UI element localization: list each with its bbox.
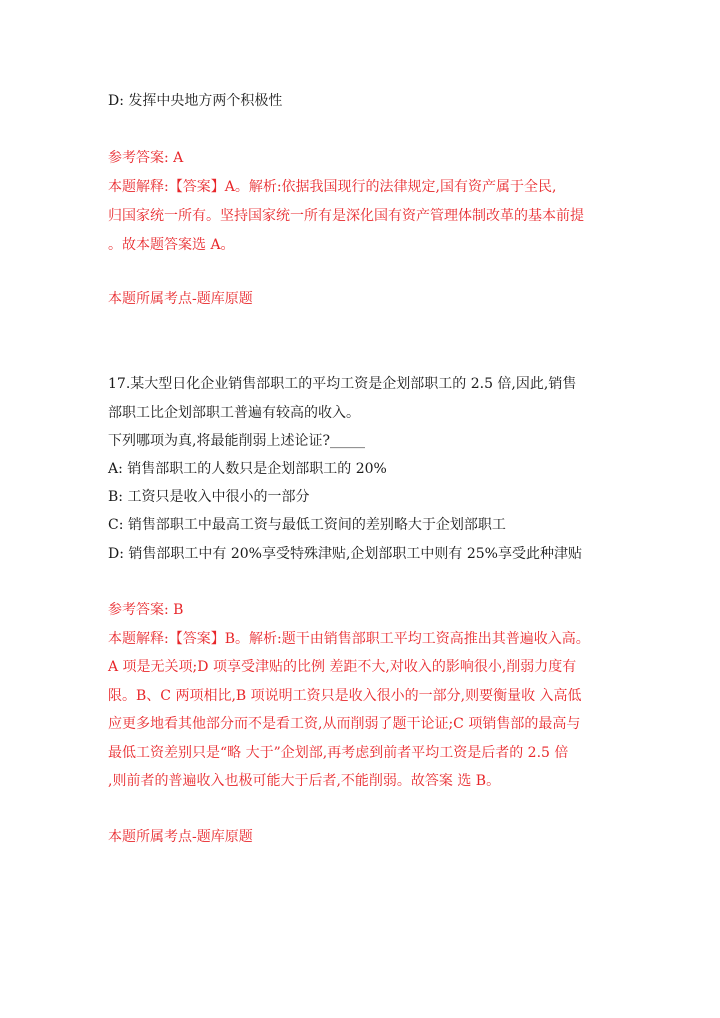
q17-question: 下列哪项为真,将最能削弱上述论证?_____ [108,433,365,449]
q17-explanation-line-3: 限。B、C 两项相比,B 项说明工资只是收入很小的一部分,则要衡量收 入高低 [108,688,582,704]
q16-explanation-line-1: 本题解释:【答案】A。解析:依据我国现行的法律规定,国有资产属于全民, [108,179,557,195]
q17-explanation-line-1: 本题解释:【答案】B。解析:题干由销售部职工平均工资高推出其普遍收入高。 [108,631,590,647]
q17-explanation-line-6: ,则前者的普遍收入也极可能大于后者,不能削弱。故答案 选 B。 [108,773,501,789]
q17-stem-line-1: 17.某大型日化企业销售部职工的平均工资是企划部职工的 2.5 倍,因此,销售 [108,376,577,392]
q17-option-a: A: 销售部职工的人数只是企划部职工的 20% [108,461,387,477]
q17-explanation-line-4: 应更多地看其他部分而不是看工资,从而削弱了题干论证;C 项销售部的最高与 [108,716,581,732]
q17-stem-line-2: 部职工比企划部职工普遍有较高的收入。 [108,405,360,421]
q17-answer: 参考答案: B [108,602,184,618]
q17-option-b: B: 工资只是收入中很小的一部分 [108,489,310,505]
q17-source: 本题所属考点-题库原题 [108,829,253,845]
q17-option-d: D: 销售部职工中有 20%享受特殊津贴,企划部职工中则有 25%享受此种津贴 [108,546,582,562]
q16-explanation-line-3: 。故本题答案选 A。 [108,237,235,253]
q16-answer: 参考答案: A [108,150,184,166]
q16-option-d: D: 发挥中央地方两个积极性 [108,93,283,109]
q17-explanation-line-2: A 项是无关项;D 项享受津贴的比例 差距不大,对收入的影响很小,削弱力度有 [108,659,577,675]
q16-explanation-line-2: 归国家统一所有。坚持国家统一所有是深化国有资产管理体制改革的基本前提 [108,208,584,224]
q17-explanation-line-5: 最低工资差别只是“略 大于”企划部,再考虑到前者平均工资是后者的 2.5 倍 [108,745,569,761]
q16-source: 本题所属考点-题库原题 [108,291,253,307]
q17-option-c: C: 销售部职工中最高工资与最低工资间的差别略大于企划部职工 [108,517,506,533]
